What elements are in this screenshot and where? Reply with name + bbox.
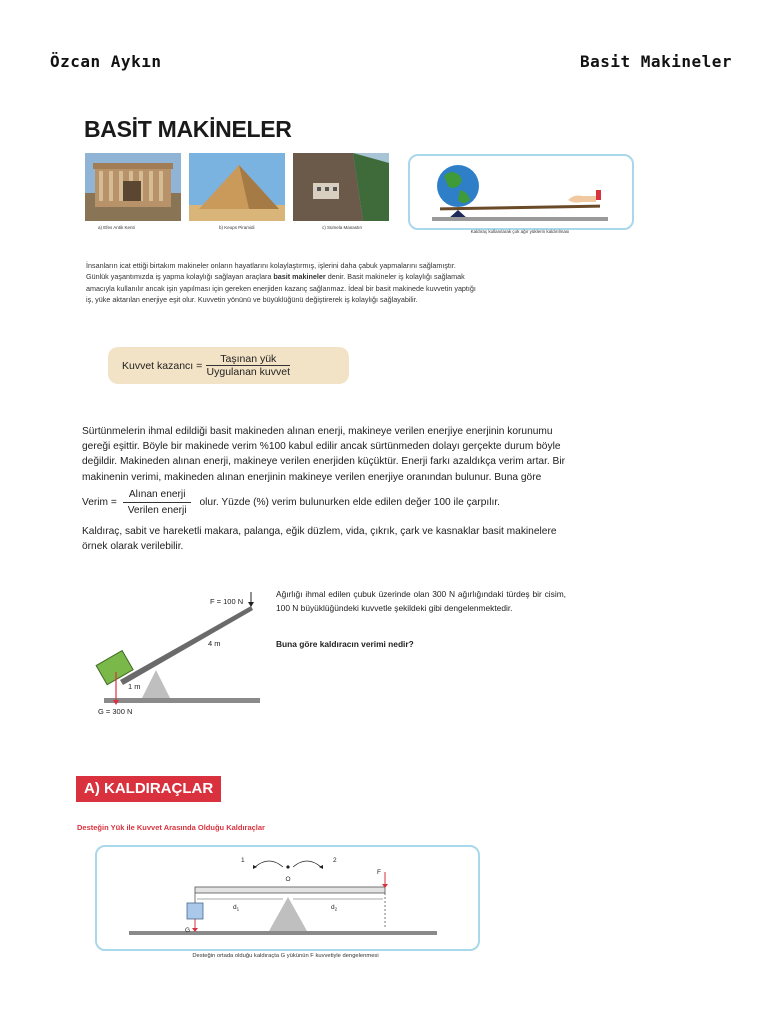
d1-label: $d_1$ [233,904,240,912]
efficiency-label: Verim = [82,497,117,509]
weight-symbol: G [185,927,191,934]
examples-paragraph: Kaldıraç, sabit ve hareketli makara, palanga, eğik düzlem, vida, çıkrık, çark ve kasnaklar basit makinelere örnek olarak verilebilir. [82,526,557,553]
d2-label: $d_2$ [331,904,338,912]
photo-caption: b) Keops Piramidi [219,225,255,230]
page-title: BASİT MAKİNELER [84,116,292,142]
problem-question: Buna göre kaldıracın verimi nedir? [276,639,414,649]
section-subtitle: Desteğin Yük ile Kuvvet Arasında Olduğu Kaldıraçlar [77,823,265,832]
lever-caption: Kaldıraç kullanılarak çok ağır yüklerin kaldırılması [470,229,570,234]
force-label: F = 100 N [210,597,244,606]
efficiency-denominator: Verilen enerji [127,505,187,517]
section-banner: A) KALDIRAÇLAR [76,776,221,802]
formula-denominator: Uygulanan kuvvet [206,366,291,378]
pivot-label: O [285,876,291,883]
short-arm-label: 1 m [128,682,141,691]
force-symbol: F [377,869,381,876]
efes-photo [85,153,181,221]
photo-caption: a) Efes Antik Kenti [98,225,135,230]
photo-caption: c) Sümela Manastırı [322,225,363,230]
lever-globe-figure [408,154,634,230]
lever-diagram-caption: Desteğin ortada olduğu kaldıraçta G yükünün F kuvvetiyle dengelenmesi [192,953,379,959]
author-name: Özcan Aykın [50,52,162,71]
problem-lever-figure [86,586,266,722]
subject-title: Basit Makineler [580,52,732,71]
formula-numerator: Taşınan yük [206,353,290,366]
force-gain-formula [108,347,349,384]
weight-label: G = 300 N [98,707,133,716]
efficiency-suffix: olur. Yüzde (%) verim bulunurken elde edilen değer 100 ile çarpılır. [199,497,500,509]
arrow-2-label: 2 [333,857,337,864]
formula-label: Kuvvet kazancı = [122,359,203,372]
lever-diagram [95,845,480,951]
arrow-1-label: 1 [241,857,245,864]
problem-text: Ağırlığı ihmal edilen çubuk üzerinde olan 300 N ağırlığındaki türdeş bir cisim, 100 N büyüklüğündeki kuvvetle şekildeki gibi dengelenmektedir. [276,589,566,613]
efficiency-numerator: Alınan enerji [123,487,192,503]
efficiency-paragraph: Sürtünmelerin ihmal edildiği basit makineden alınan enerji, makineye verilen enerjiye enerjinin korunumu gereği eşittir. Böyle bir makinede verim %100 kabul edilir ancak sürtünmeden dolayı gerçekte durum böyle değildir. Makineden alınan enerji, makineye verilen enerjiden küçüktür. Enerji farkı azaldıkça verim artar. Bir makinenin verimi, makineden alınan enerjinin makineye verilen enerjiye oranından bulunur. Buna göre [82,426,566,483]
efficiency-formula [82,487,576,518]
intro-paragraph: İnsanların icat ettiği birtakım makineler onların hayatlarını kolaylaştırmış, işlerini daha çabuk yapmalarını sağlamıştır. Günlük yaşantımızda iş yapma kolaylığı sağlayan araçlara basit makineler denir. Basit makineler iş kolaylığı sağlamak amacıyla kullanılır ancak işin yapılması için gereken enerjiden kazanç sağlanmaz. İdeal bir basit makinede kuvvetin yaptığı iş, yüke aktarılan enerjiye eşit olur. Kuvvetin yönünü ve büyüklüğünü değiştirerek iş kolaylığı sağlayabilir. [86,261,476,304]
sumela-photo [293,153,389,221]
pyramid-photo [189,153,285,221]
long-arm-label: 4 m [208,639,221,648]
